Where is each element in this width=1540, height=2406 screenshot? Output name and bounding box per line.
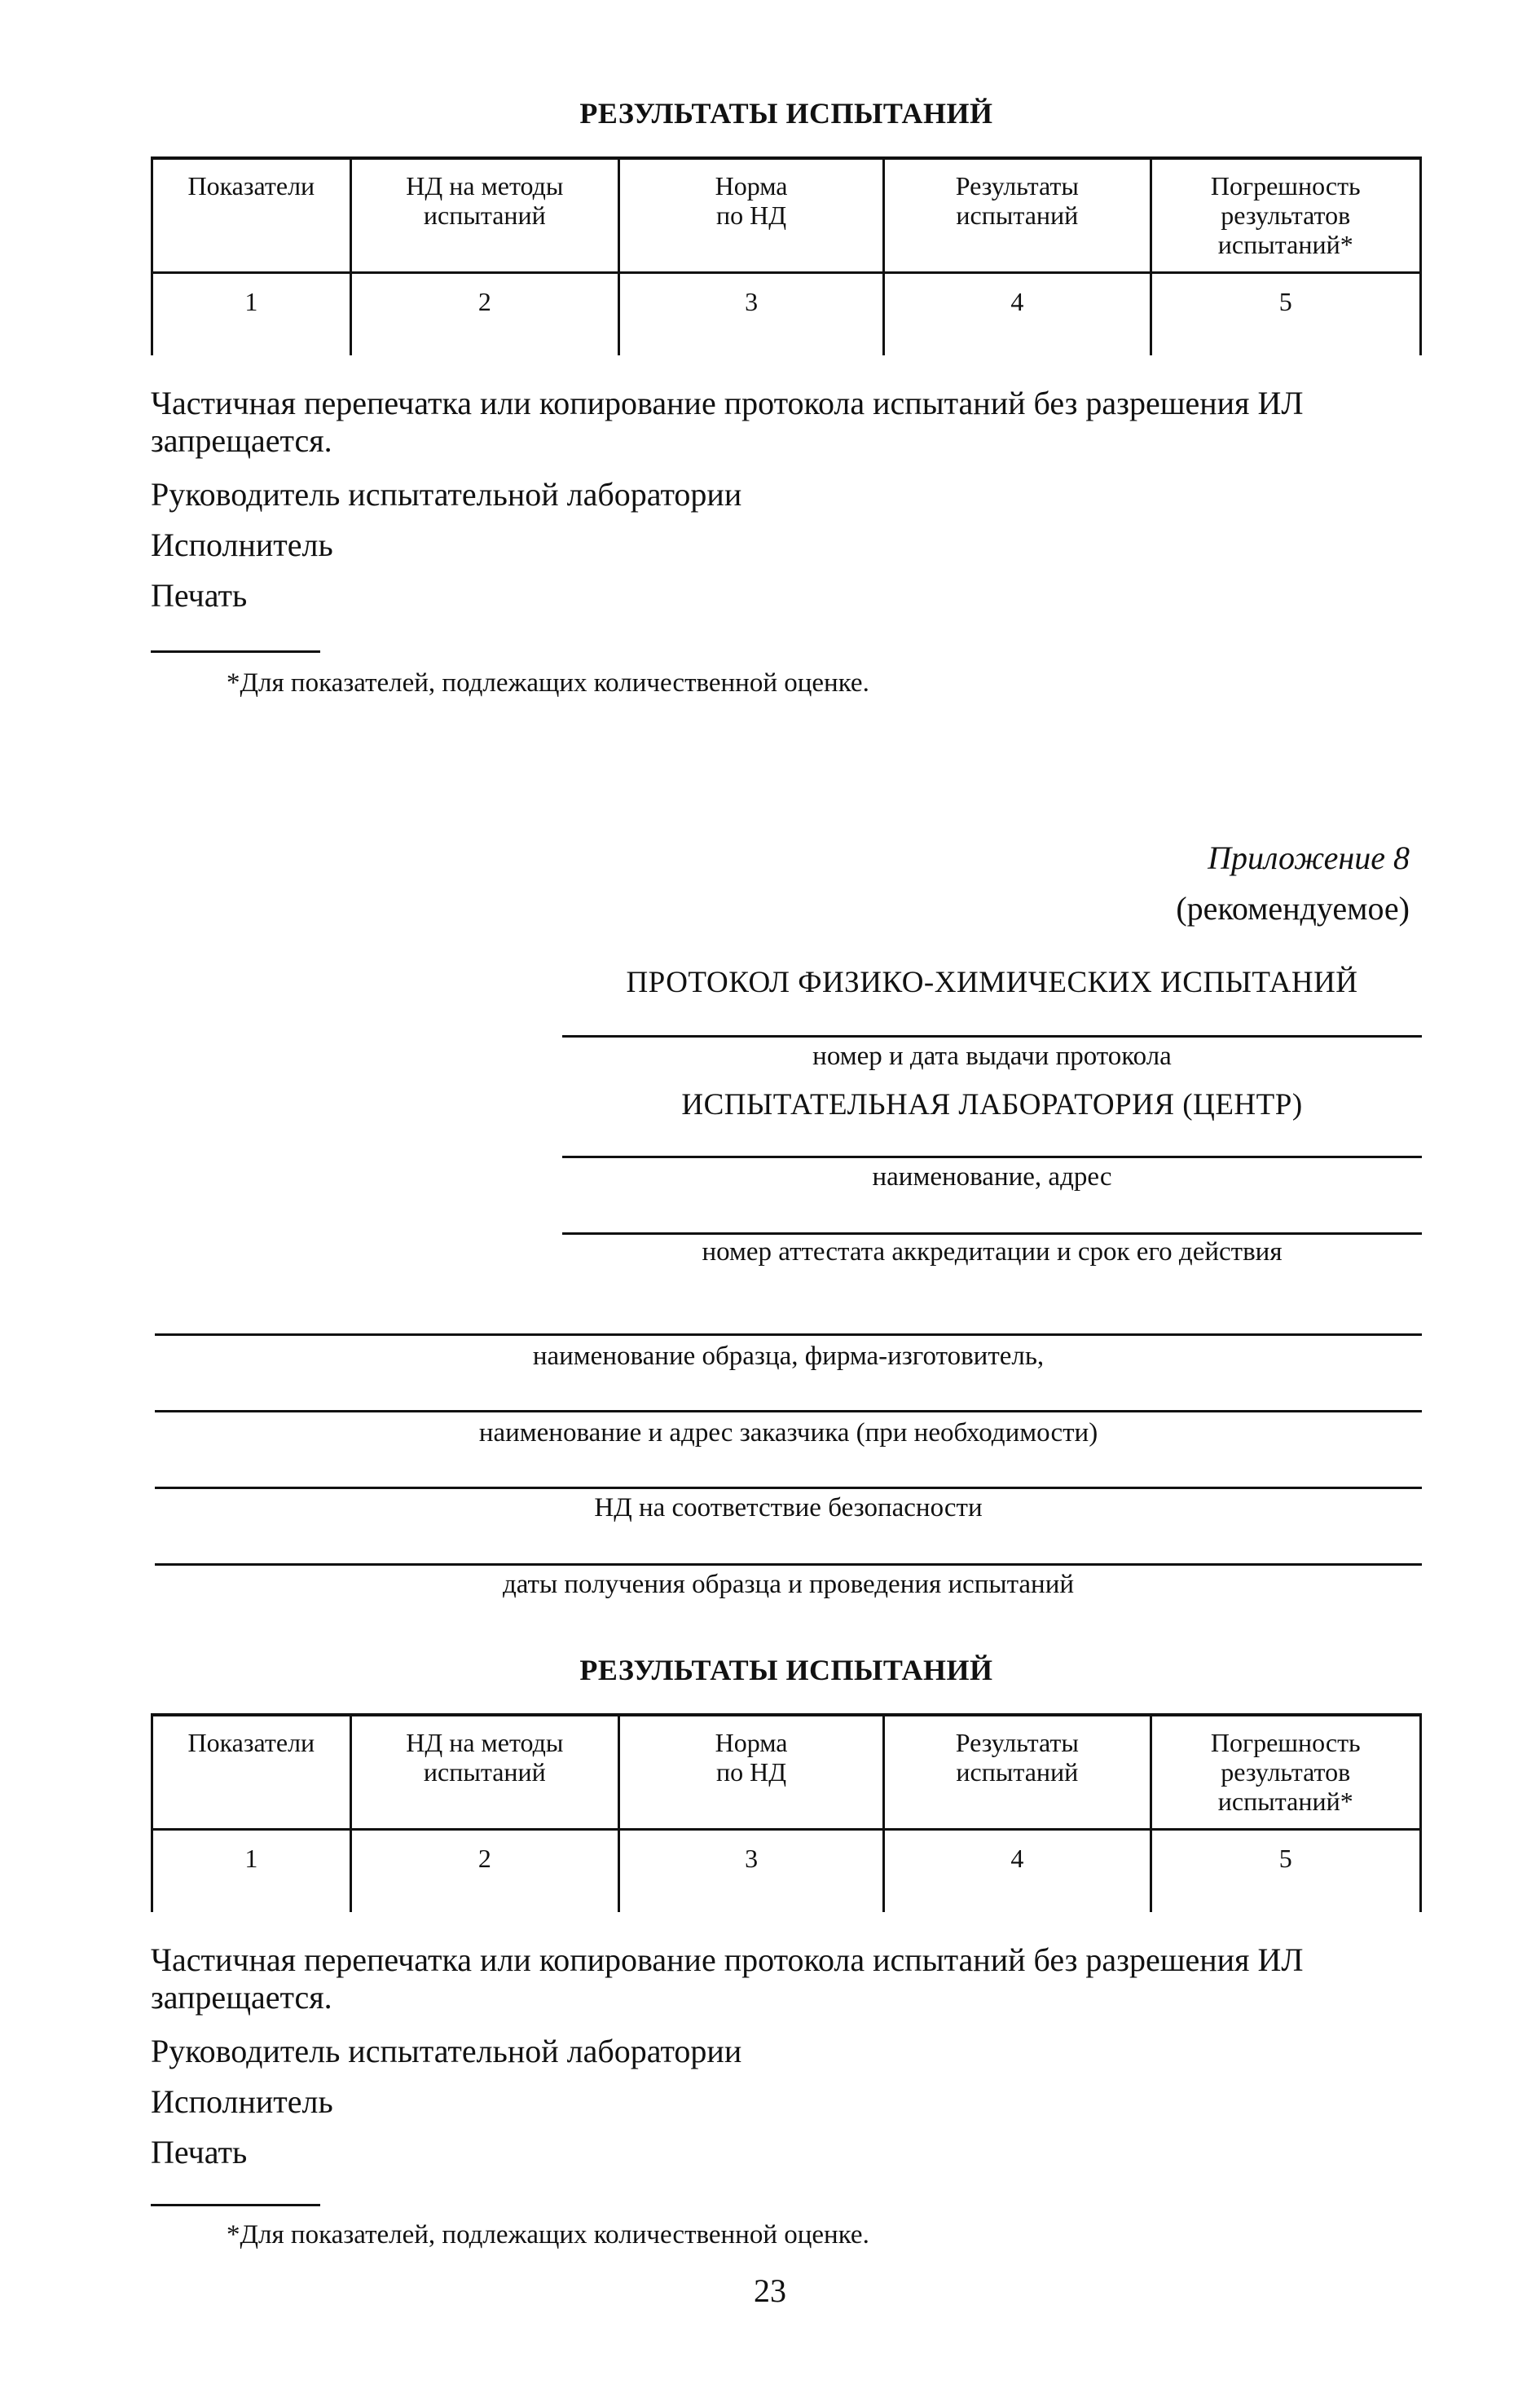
table-number-row [152, 1829, 1421, 1912]
results-table-1 [151, 156, 1422, 355]
column-number: 5 [1151, 1829, 1421, 1912]
appendix-type: (рекомендуемое) [1176, 890, 1410, 927]
header-cell: Результаты испытаний [884, 158, 1151, 272]
header-cell: Норма по НД [619, 1715, 884, 1829]
results-heading-1: РЕЗУЛЬТАТЫ ИСПЫТАНИЙ [579, 97, 993, 130]
lab-title: ИСПЫТАТЕЛЬНАЯ ЛАБОРАТОРИЯ (ЦЕНТР) [681, 1088, 1303, 1121]
customer-line [155, 1410, 1422, 1412]
name-address-line [562, 1156, 1422, 1158]
results-heading-2: РЕЗУЛЬТАТЫ ИСПЫТАНИЙ [579, 1654, 993, 1686]
accreditation-line [562, 1232, 1422, 1235]
executor-2: Исполнитель [151, 2083, 333, 2120]
header-cell: Показатели [152, 158, 351, 272]
protocol-title: ПРОТОКОЛ ФИЗИКО-ХИМИЧЕСКИХ ИСПЫТАНИЙ [626, 966, 1358, 999]
header-cell: Результаты испытаний [884, 1715, 1151, 1829]
column-number: 5 [1151, 272, 1421, 355]
dates-line [155, 1563, 1422, 1566]
footnote-rule-2 [151, 2204, 320, 2206]
head-of-lab-1: Руководитель испытательной лаборатории [151, 476, 742, 513]
copy-notice-1: Частичная перепечатка или копирование протокола испытаний без разрешения ИЛ запрещается. [151, 385, 1304, 459]
header-cell: Погрешность результатов испытаний* [1151, 158, 1421, 272]
safety-line [155, 1487, 1422, 1489]
dates-label: даты получения образца и проведения испытаний [502, 1570, 1075, 1599]
page-number: 23 [754, 2272, 786, 2309]
footnote-1: *Для показателей, подлежащих количественной оценке. [227, 668, 869, 698]
header-cell: Норма по НД [619, 158, 884, 272]
column-number: 2 [350, 1829, 618, 1912]
header-cell: Показатели [152, 1715, 351, 1829]
column-number: 1 [152, 272, 351, 355]
sample-label: наименование образца, фирма-изготовитель, [532, 1342, 1045, 1371]
sample-line [155, 1333, 1422, 1336]
customer-label: наименование и адрес заказчика (при необходимости) [478, 1418, 1098, 1448]
executor-1: Исполнитель [151, 527, 333, 563]
column-number: 4 [884, 272, 1151, 355]
name-address-label: наименование, адрес [872, 1162, 1112, 1192]
column-number: 3 [619, 272, 884, 355]
header-cell: НД на методы испытаний [350, 1715, 618, 1829]
footnote-2: *Для показателей, подлежащих количественной оценке. [227, 2220, 869, 2250]
protocol-number-line [562, 1035, 1422, 1038]
safety-label: НД на соответствие безопасности [594, 1493, 983, 1522]
table-header-row [152, 158, 1421, 272]
footnote-rule-1 [151, 650, 320, 653]
column-number: 3 [619, 1829, 884, 1912]
stamp-1: Печать [151, 577, 248, 614]
column-number: 2 [350, 272, 618, 355]
protocol-number-label: номер и дата выдачи протокола [812, 1042, 1172, 1071]
column-number: 1 [152, 1829, 351, 1912]
table-number-row [152, 272, 1421, 355]
header-cell: НД на методы испытаний [350, 158, 618, 272]
column-number: 4 [884, 1829, 1151, 1912]
copy-notice-2: Частичная перепечатка или копирование протокола испытаний без разрешения ИЛ запрещается. [151, 1941, 1304, 2016]
appendix-label: Приложение 8 [1208, 839, 1410, 876]
results-table-2 [151, 1713, 1422, 1912]
table-header-row [152, 1715, 1421, 1829]
accreditation-label: номер аттестата аккредитации и срок его действия [702, 1237, 1283, 1267]
head-of-lab-2: Руководитель испытательной лаборатории [151, 2033, 742, 2069]
header-cell: Погрешность результатов испытаний* [1151, 1715, 1421, 1829]
stamp-2: Печать [151, 2134, 248, 2170]
